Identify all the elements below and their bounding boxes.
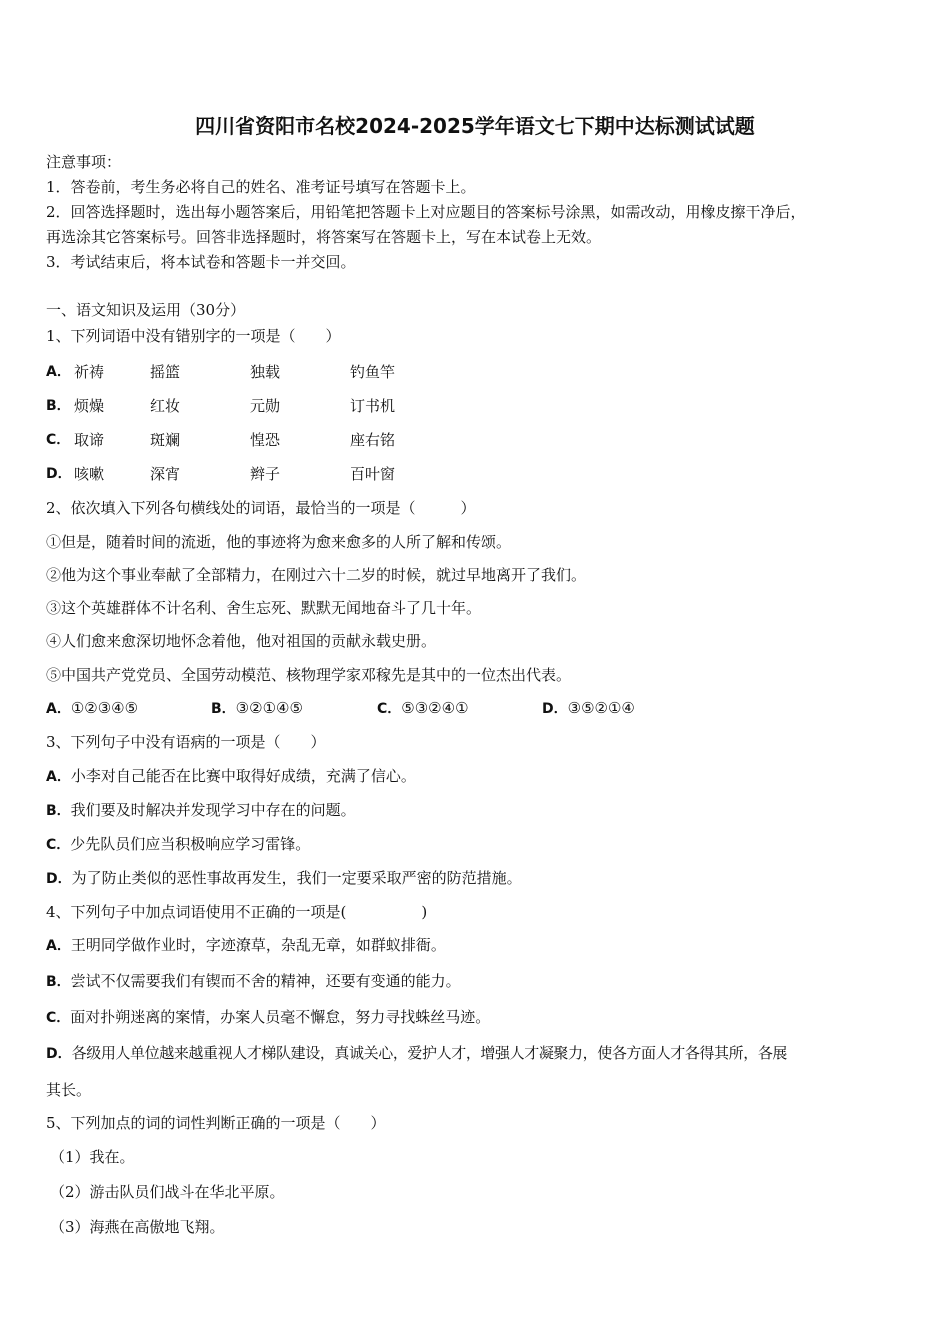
q1-word: 百叶窗 <box>350 465 396 483</box>
option-text: 少先队员们应当积极响应学习雷锋。 <box>70 835 311 853</box>
question-4-stem: 4、下列句子中加点词语使用不正确的一项是( ) <box>46 903 428 921</box>
option-label: C． <box>377 701 402 717</box>
option-label: D． <box>46 1046 72 1062</box>
option-label: B． <box>46 398 71 414</box>
q2-option-c <box>377 698 469 718</box>
q3-option-b <box>46 799 356 820</box>
q1-word: 钓鱼竿 <box>350 363 396 381</box>
question-3-stem: 3、下列句子中没有语病的一项是（ ） <box>46 733 326 751</box>
option-text: 尝试不仅需要我们有锲而不舍的精神，还要有变通的能力。 <box>70 972 461 990</box>
q2-option-a <box>46 698 138 718</box>
q5-item: （3）海燕在高傲地飞翔。 <box>50 1218 225 1236</box>
q4-option-d-continuation: 其长。 <box>46 1081 92 1099</box>
q1-option-c <box>46 429 74 449</box>
option-text: 面对扑朔迷离的案情，办案人员毫不懈怠，努力寻找蛛丝马迹。 <box>70 1008 491 1026</box>
q2-sentence: ①但是，随着时间的流逝，他的事迹将为愈来愈多的人所了解和传颂。 <box>46 533 512 551</box>
q5-item: （2）游击队员们战斗在华北平原。 <box>50 1183 285 1201</box>
q1-word: 摇篮 <box>150 363 181 381</box>
q3-option-d <box>46 867 522 888</box>
q1-word: 元勋 <box>250 397 281 415</box>
option-label: A． <box>46 938 71 954</box>
option-text: 我们要及时解决并发现学习中存在的问题。 <box>70 801 356 819</box>
q1-word: 独载 <box>250 363 281 381</box>
q1-word: 祈祷 <box>74 363 105 381</box>
q1-word: 红妆 <box>150 397 181 415</box>
option-label: C． <box>46 432 71 448</box>
q1-word: 惶恐 <box>250 431 281 449</box>
notice-block <box>46 150 906 275</box>
q1-option-b <box>46 395 74 415</box>
q1-word: 辫子 <box>250 465 281 483</box>
q1-option-d <box>46 463 74 483</box>
notice-item: 1．答卷前，考生务必将自己的姓名、准考证号填写在答题卡上。 <box>46 178 476 196</box>
option-label: B． <box>46 803 71 819</box>
notice-item: 3．考试结束后，将本试卷和答题卡一并交回。 <box>46 253 356 271</box>
option-text: ⑤③②④① <box>401 699 469 717</box>
option-label: C． <box>46 837 71 853</box>
option-text: ③②①④⑤ <box>235 699 303 717</box>
q2-sentence: ②他为这个事业奉献了全部精力，在刚过六十二岁的时候，就过早地离开了我们。 <box>46 566 587 584</box>
q2-option-b <box>211 698 303 718</box>
option-text: ③⑤②①④ <box>567 699 635 717</box>
page-title: 四川省资阳市名校2024-2025学年语文七下期中达标测试试题 <box>195 114 755 138</box>
option-label: B． <box>211 701 236 717</box>
q3-option-a <box>46 765 416 786</box>
q1-word: 斑斓 <box>150 431 181 449</box>
q4-option-c <box>46 1006 490 1027</box>
notice-item: 再选涂其它答案标号。回答非选择题时，将答案写在答题卡上，写在本试卷上无效。 <box>46 228 602 246</box>
option-text: 为了防止类似的恶性事故再发生，我们一定要采取严密的防范措施。 <box>71 869 522 887</box>
q3-option-c <box>46 833 310 854</box>
notice-heading: 注意事项： <box>46 153 122 171</box>
q1-word: 订书机 <box>350 397 396 415</box>
q5-item: （1）我在。 <box>50 1148 135 1166</box>
question-5-stem: 5、下列加点的词的词性判断正确的一项是（ ） <box>46 1114 386 1132</box>
notice-item: 2．回答选择题时，选出每小题答案后，用铅笔把答题卡上对应题目的答案标号涂黑，如需改动，用橡皮擦干净后， <box>46 203 806 221</box>
option-label: C． <box>46 1010 71 1026</box>
option-text: 小李对自己能否在比赛中取得好成绩，充满了信心。 <box>70 767 416 785</box>
q1-word: 深宵 <box>150 465 181 483</box>
q4-option-b <box>46 970 461 991</box>
q2-sentence: ④人们愈来愈深切地怀念着他，他对祖国的贡献永载史册。 <box>46 632 437 650</box>
q1-word: 取谛 <box>74 431 105 449</box>
question-2-stem: 2、依次填入下列各句横线处的词语，最恰当的一项是（ ） <box>46 499 476 517</box>
q1-word: 咳嗽 <box>74 465 105 483</box>
q2-sentence: ⑤中国共产党党员、全国劳动模范、核物理学家邓稼先是其中的一位杰出代表。 <box>46 666 572 684</box>
q4-option-a <box>46 934 446 955</box>
q4-option-d <box>46 1042 902 1063</box>
option-label: A． <box>46 364 71 380</box>
option-label: A． <box>46 769 71 785</box>
question-1-stem: 1、下列词语中没有错别字的一项是（ ） <box>46 327 341 345</box>
q2-sentence: ③这个英雄群体不计名利、舍生忘死、默默无闻地奋斗了几十年。 <box>46 599 482 617</box>
option-label: D． <box>46 466 72 482</box>
option-label: B． <box>46 974 71 990</box>
option-label: D． <box>542 701 568 717</box>
q1-word: 烦燥 <box>74 397 105 415</box>
q2-option-d <box>542 698 635 718</box>
option-label: D． <box>46 871 72 887</box>
q1-option-a <box>46 361 74 381</box>
q1-word: 座右铭 <box>350 431 396 449</box>
option-label: A． <box>46 701 71 717</box>
option-text: 王明同学做作业时，字迹潦草，杂乱无章，如群蚁排衙。 <box>70 936 446 954</box>
section-header: 一、语文知识及运用（30分） <box>46 301 246 319</box>
option-text: 各级用人单位越来越重视人才梯队建设，真诚关心，爱护人才，增强人才凝聚力，使各方面人才各得其所，各展 <box>71 1044 788 1062</box>
option-text: ①②③④⑤ <box>70 699 139 717</box>
